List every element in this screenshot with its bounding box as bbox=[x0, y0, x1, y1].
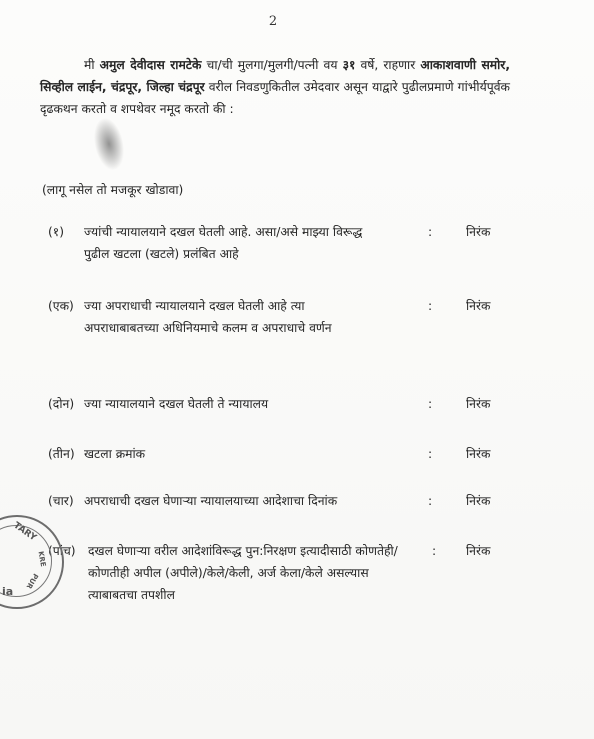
item-value: निरंक bbox=[466, 447, 491, 461]
item-colon: : bbox=[428, 225, 433, 239]
item-description: अपराधाची दखल घेणाऱ्या न्यायालयाच्या आदेशाचा दिनांक bbox=[84, 494, 338, 508]
item-value: निरंक bbox=[466, 397, 491, 411]
item-number: (एक) bbox=[48, 299, 74, 313]
edge-mark: ia bbox=[2, 585, 14, 598]
item-value: निरंक bbox=[466, 225, 491, 239]
item-number: (पांच) bbox=[48, 544, 76, 558]
item-number: (१) bbox=[48, 225, 64, 239]
item-value: निरंक bbox=[466, 494, 491, 508]
strike-out-note: (लागू नसेल तो मजकूर खोडावा) bbox=[42, 183, 184, 197]
intro-residence-label: वर्षे, राहणार bbox=[355, 58, 421, 72]
intro-declaration-text: वरील निवडणुकितील उमेदवार असून याद्वारे पुढीलप्रमाणे गांभीर्यपूर्वक दृढकथन करतो व शपथेवर नमूद करतो की : bbox=[40, 80, 511, 116]
item-description: ज्या अपराधाची न्यायालयाने दखल घेतली आहे त्या अपराधाबाबतच्या अधिनियमाचे कलम व अपराधाचे वर्णन bbox=[84, 299, 332, 335]
stamp-text-top: TARY bbox=[11, 520, 38, 544]
item-colon: : bbox=[432, 544, 437, 558]
item-colon: : bbox=[428, 447, 433, 461]
item-colon: : bbox=[428, 494, 433, 508]
item-description: दखल घेणाऱ्या वरील आदेशांविरूद्ध पुन:निरक्षण इत्यादीसाठी कोणतेही/कोणतीही अपील (अपीले)/केले/केली, अर्ज केला/केले असल्यास त्याबाबतचा तपशील bbox=[88, 544, 398, 602]
candidate-age: ३१ bbox=[342, 58, 356, 72]
ink-smudge bbox=[90, 116, 128, 173]
stamp-text-middle: KRE bbox=[36, 550, 48, 568]
item-value: निरंक bbox=[466, 544, 491, 558]
candidate-name: अमुल देवीदास रामटेके bbox=[99, 58, 202, 72]
item-colon: : bbox=[428, 299, 433, 313]
item-colon: : bbox=[428, 397, 433, 411]
item-value: निरंक bbox=[466, 299, 491, 313]
item-number: (दोन) bbox=[48, 397, 75, 411]
page-number: 2 bbox=[268, 14, 278, 29]
item-description: ज्यांची न्यायालयाने दखल घेतली आहे. असा/असे माझ्या विरूद्ध पुढील खटला (खटले) प्रलंबित आहे bbox=[84, 225, 363, 261]
item-number: (चार) bbox=[48, 494, 74, 508]
stamp-text-bottom: PUR bbox=[24, 571, 40, 591]
affidavit-intro-paragraph bbox=[40, 54, 510, 120]
item-description: ज्या न्यायालयाने दखल घेतली ते न्यायालय bbox=[84, 397, 269, 411]
item-description: खटला क्रमांक bbox=[84, 447, 146, 461]
item-number: (तीन) bbox=[48, 447, 75, 461]
intro-relation-text: चा/ची मुलगा/मुलगी/पत्नी वय bbox=[201, 58, 343, 72]
candidate-address: आकाशवाणी समोर, सिव्हील लाईन, चंद्रपूर, जिल्हा चंद्रपूर bbox=[40, 58, 511, 94]
intro-pre: मी bbox=[84, 58, 100, 72]
